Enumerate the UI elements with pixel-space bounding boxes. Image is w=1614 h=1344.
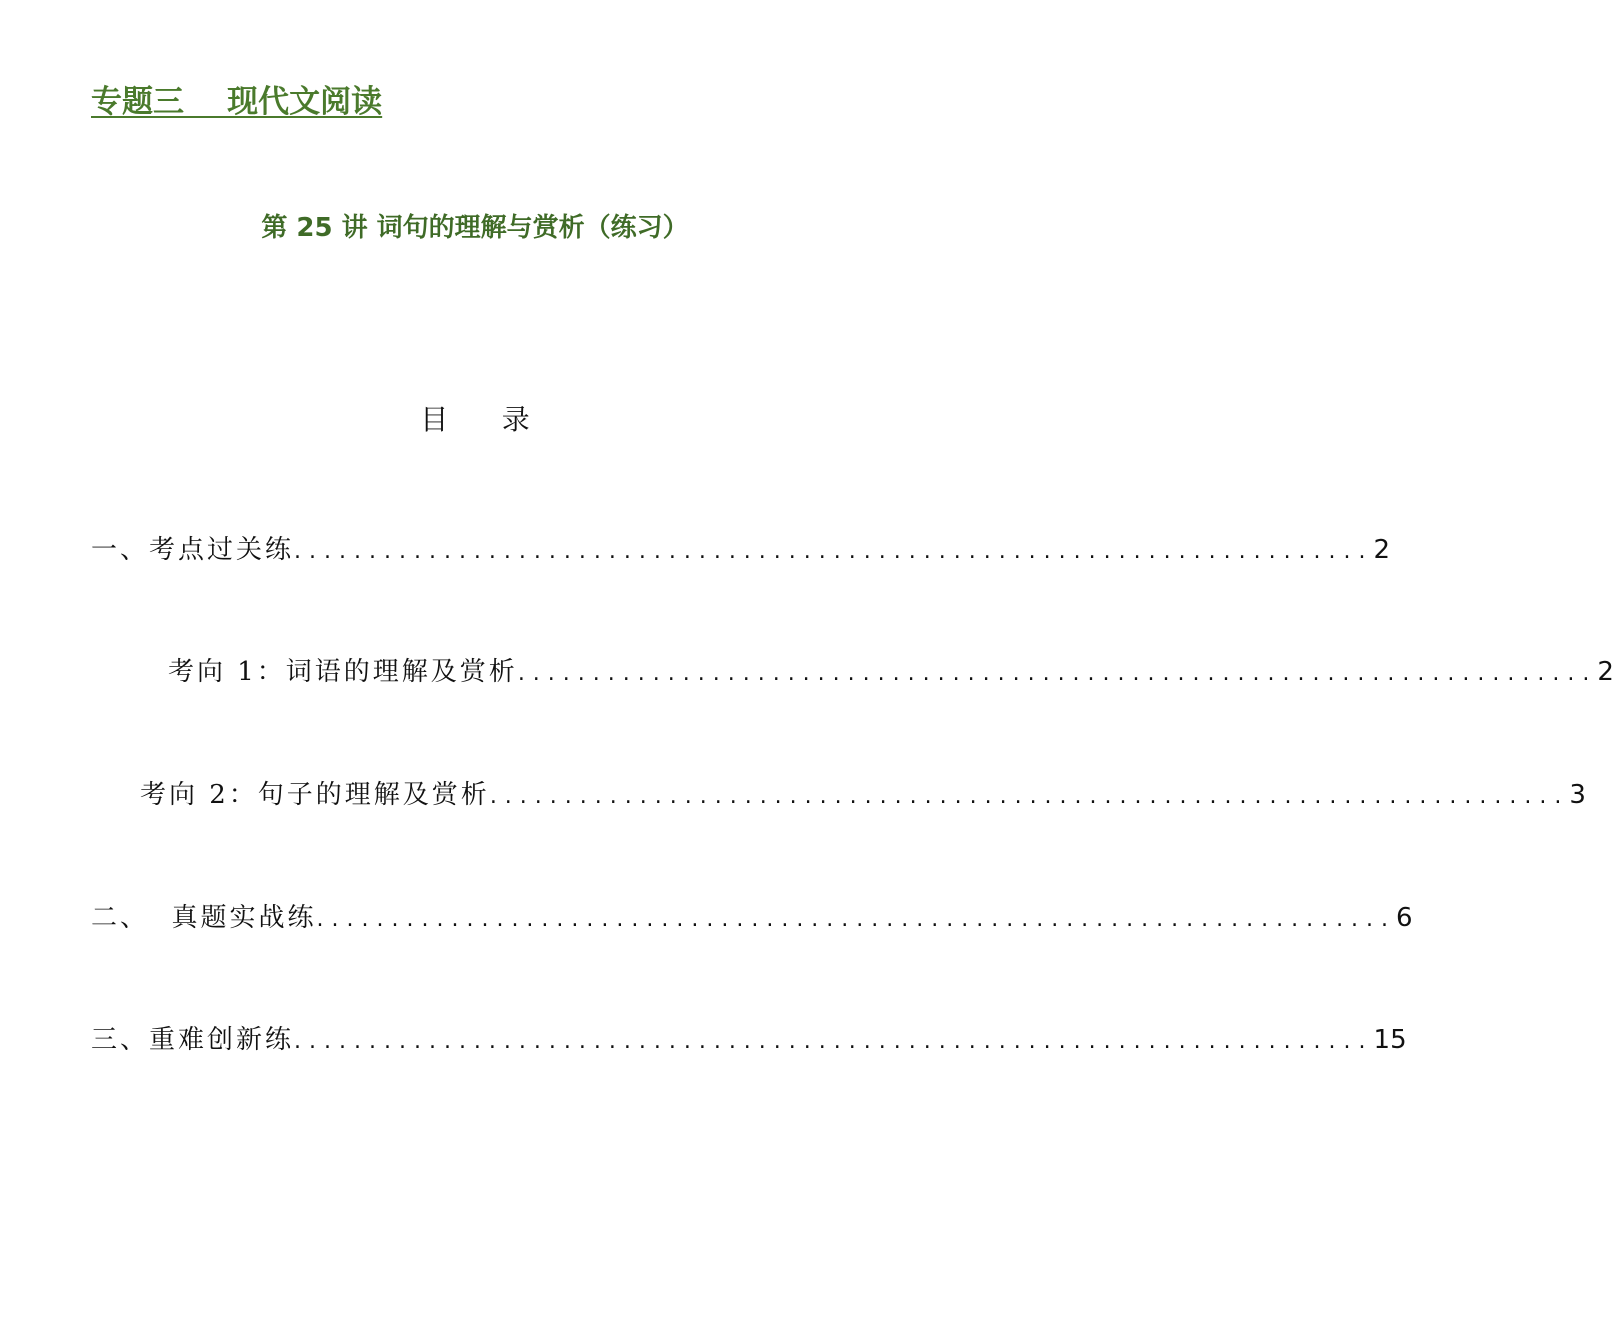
lecture-title: 第 25 讲 词句的理解与赏析（练习） [261, 213, 689, 243]
topic-title: 专题三 现代文阅读 [91, 84, 383, 120]
toc-page-number: 15 [1373, 1025, 1407, 1055]
toc-dot-leader: ........................................................................ [294, 539, 1374, 564]
toc-entry-subsection-2[interactable] [140, 773, 1586, 817]
toc-entry-section-2[interactable] [91, 896, 1413, 940]
toc-entry-label: 考向 2：句子的理解及赏析 [140, 780, 490, 810]
toc-entry-subsection-1[interactable] [168, 650, 1614, 694]
toc-entry-label: 一、考点过关练 [91, 535, 295, 565]
toc-entry-label: 考向 1：词语的理解及赏析 [168, 657, 518, 687]
toc-dot-leader: ........................................................................ [489, 784, 1570, 809]
toc-page-number: 2 [1373, 535, 1391, 565]
toc-page-number: 3 [1569, 780, 1586, 810]
toc-dot-leader: ........................................................................ [316, 907, 1397, 932]
toc-entry-label: 二、 真题实战练 [91, 903, 317, 933]
toc-entry-section-3[interactable] [91, 1018, 1407, 1062]
toc-page-number: 6 [1396, 903, 1413, 933]
toc-entry-section-1[interactable] [91, 528, 1391, 572]
toc-dot-leader: ........................................................................ [517, 661, 1598, 686]
toc-page-number: 2 [1597, 657, 1614, 687]
toc-heading: 目 录 [420, 403, 530, 436]
toc-dot-leader: ........................................................................ [294, 1029, 1374, 1054]
toc-entry-label: 三、重难创新练 [91, 1025, 295, 1055]
